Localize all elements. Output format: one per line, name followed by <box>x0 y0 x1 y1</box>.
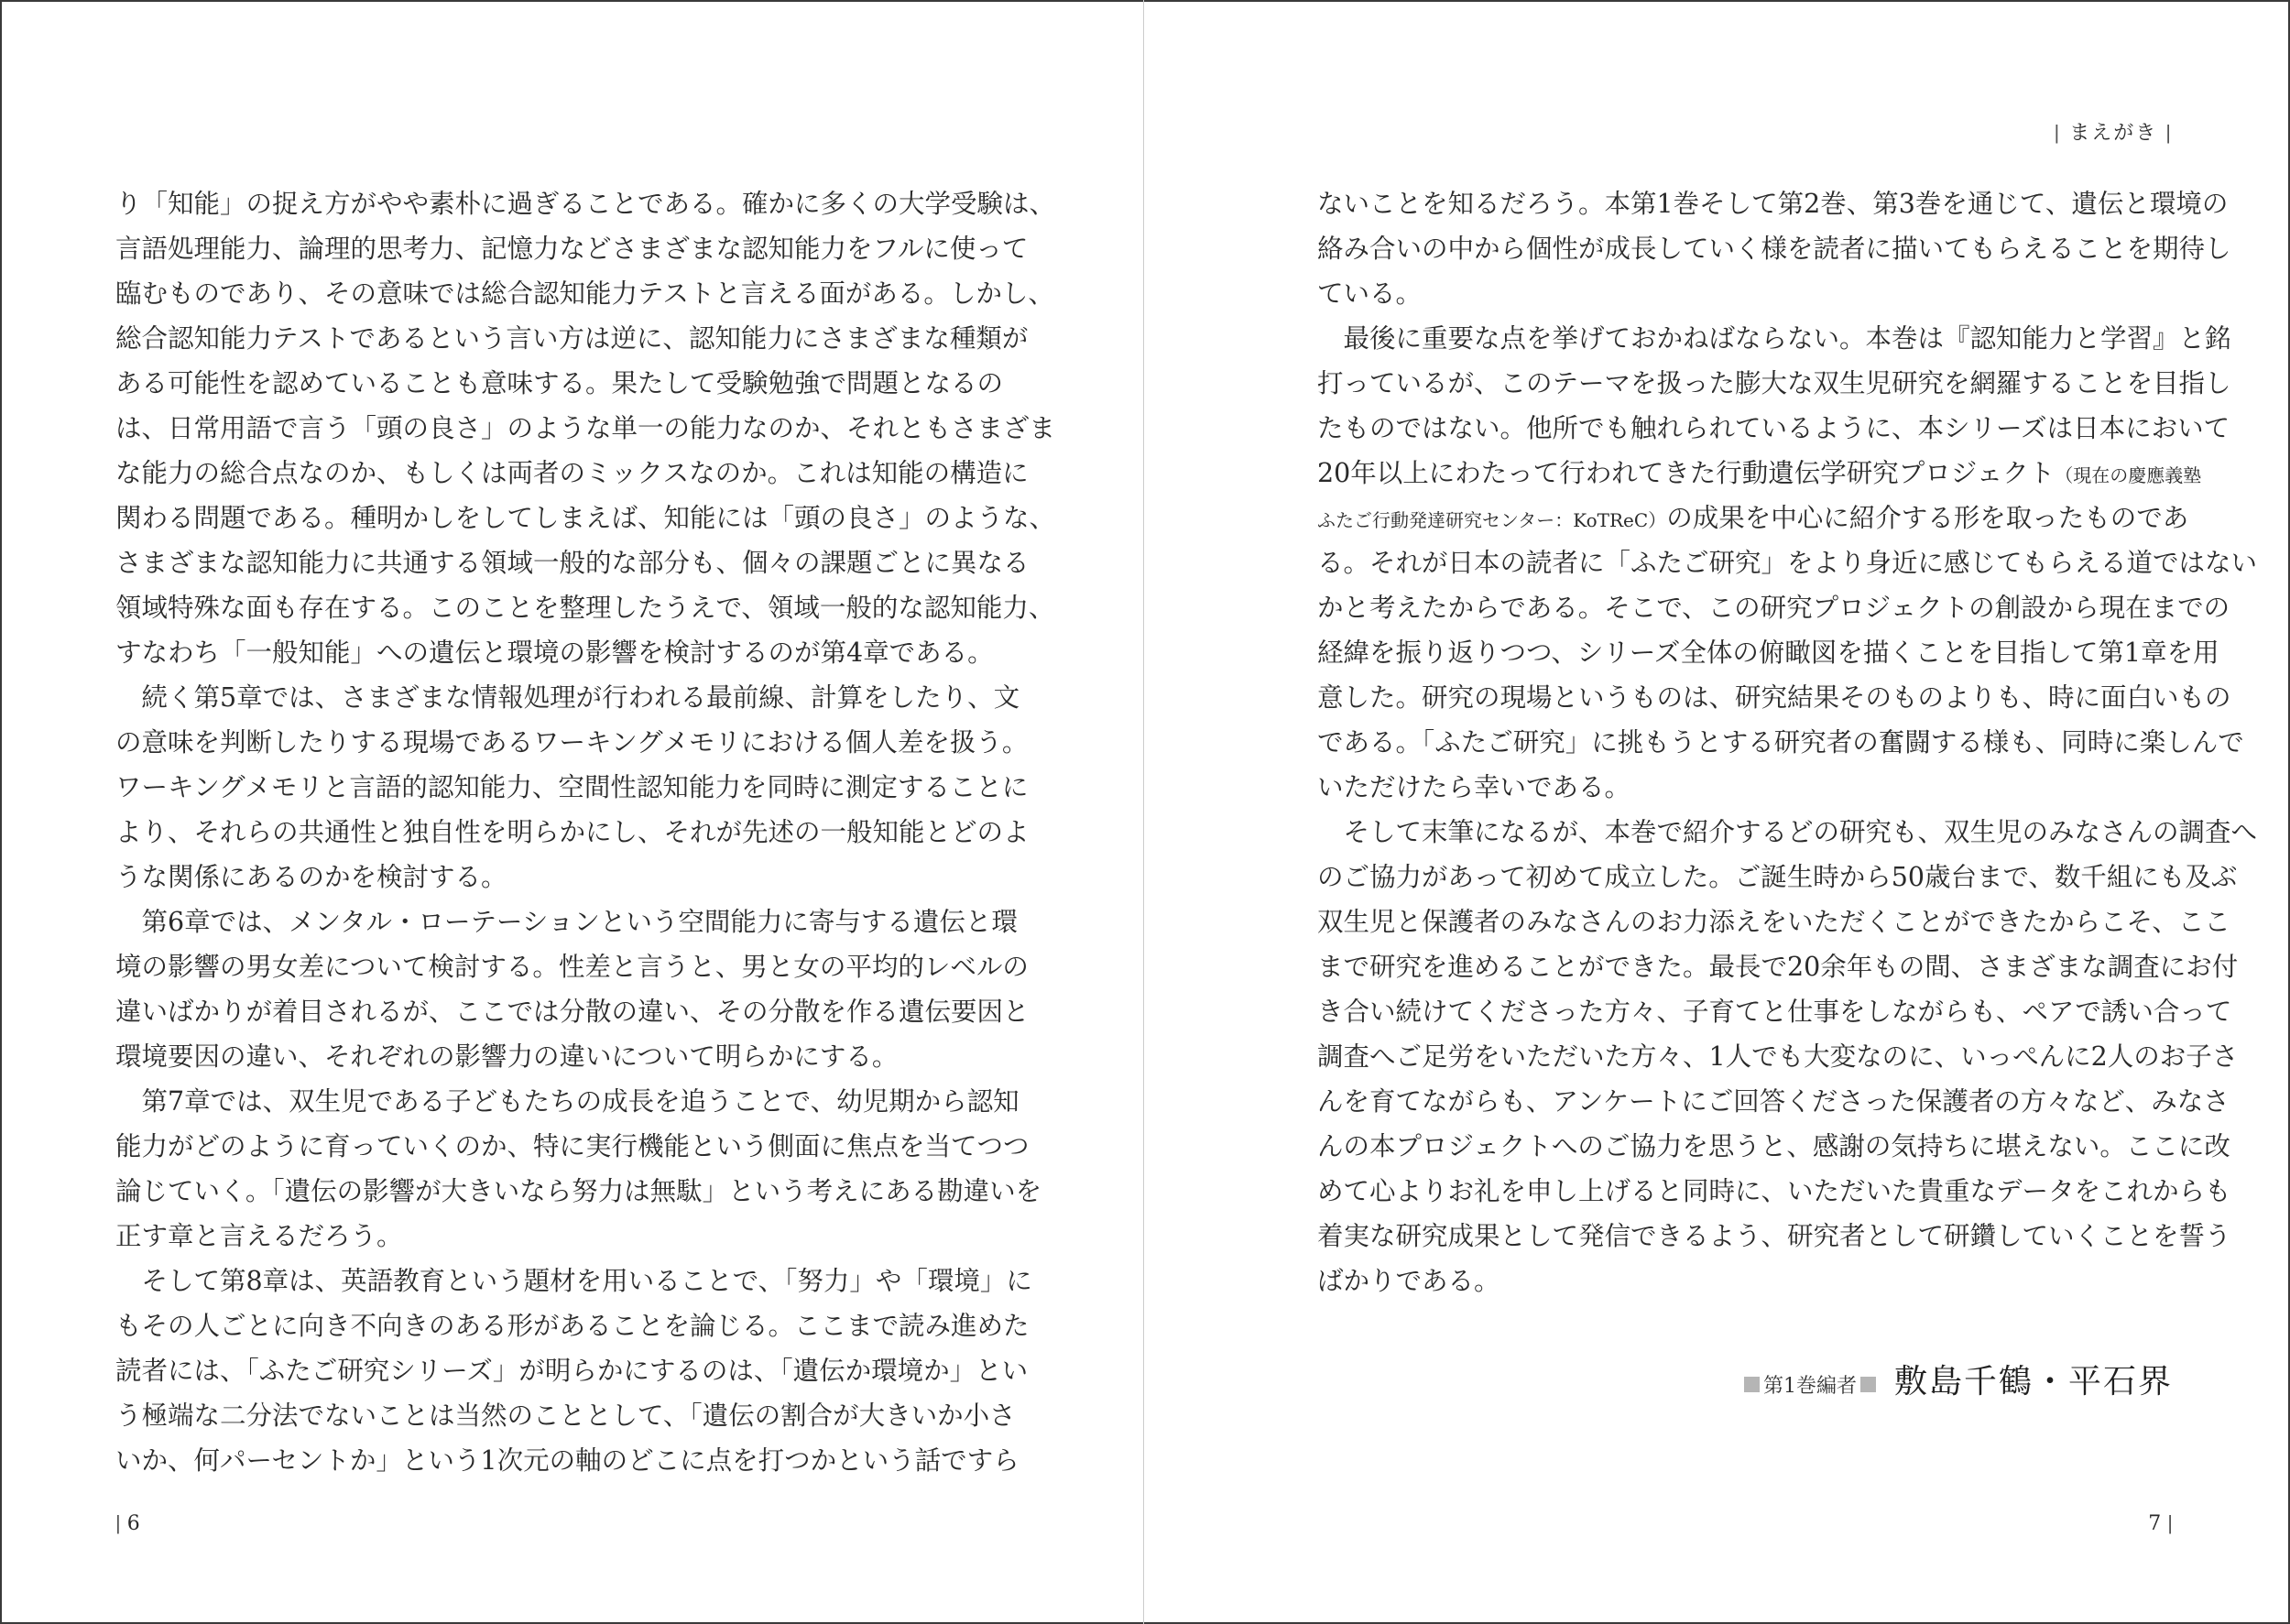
running-header <box>2055 117 2173 146</box>
text-line: いか、何パーセントか」という1次元の軸のどこに点を打つかという話ですら <box>115 1445 1020 1476</box>
text-line: ある可能性を認めていることも意味する。果たして受験勉強で問題となるの <box>115 368 1004 398</box>
text-line: 続く第5章では、さまざまな情報処理が行われる最前線、計算をしたり、文 <box>115 682 1020 713</box>
editor-signature <box>1744 1356 2173 1402</box>
text-line: 着実な研究成果として発信できるよう、研究者として研鑽していくことを誓う <box>1317 1221 2231 1251</box>
folio-number: 7 <box>2148 1512 2162 1535</box>
text-line: 言語処理能力、論理的思考力、記憶力などさまざまな認知能力をフルに使って <box>115 234 1029 264</box>
editor-role-label: 第1巻編者 <box>1762 1375 1857 1398</box>
text-line: 境の影響の男女差について検討する。性差と言うと、男と女の平均的レベルの <box>115 952 1029 982</box>
annotation-small: ふたご行動発達研究センター：KoTReC） <box>1317 509 1667 531</box>
text-segment: 20年以上にわたって行われてきた行動遺伝学研究プロジェクト <box>1317 458 2056 488</box>
text-line: 論じていく。「遺伝の影響が大きいなら努力は無駄」という考えにある勘違いを <box>115 1176 1042 1206</box>
text-line: 第7章では、双生児である子どもたちの成長を追うことで、幼児期から認知 <box>115 1086 1020 1117</box>
square-marker-icon <box>1744 1377 1760 1392</box>
text-line: ないことを知るだろう。本第1巻そして第2巻、第3巻を通じて、遺伝と環境の <box>1317 189 2229 219</box>
text-line: 能力がどのように育っていくのか、特に実行機能という側面に焦点を当てつつ <box>115 1131 1030 1161</box>
text-line: うな関係にあるのかを検討する。 <box>115 862 507 892</box>
text-line: さまざまな認知能力に共通する領域一般的な部分も、個々の課題ごとに異なる <box>115 548 1030 578</box>
page-number-left <box>115 1511 140 1535</box>
folio-number: 6 <box>126 1512 140 1535</box>
text-line: る。それが日本の読者に「ふたご研究」をより身近に感じてもらえる道ではない <box>1317 548 2258 578</box>
text-line: 双生児と保護者のみなさんのお力添えをいただくことができたからこそ、ここ <box>1317 907 2230 937</box>
editor-names: 敷島千鶴・平石界 <box>1893 1363 2173 1401</box>
text-line: んの本プロジェクトへのご協力を思うと、感謝の気持ちに堪えない。ここに改 <box>1317 1131 2230 1161</box>
text-line <box>1317 496 2189 540</box>
text-line: 最後に重要な点を挙げておかねばならない。本巻は『認知能力と学習』と銘 <box>1317 323 2231 354</box>
text-line: 臨むものであり、その意味では総合認知能力テストと言える面がある。しかし、 <box>115 278 1054 309</box>
text-line: である。「ふたご研究」に挑もうとする研究者の奮闘する様も、同時に楽しんで <box>1317 727 2244 758</box>
text-line: たものではない。他所でも触れられているように、本シリーズは日本において <box>1317 413 2230 443</box>
text-line: 調査へご足労をいただいた方々、1人でも大変なのに、いっぺんに2人のお子さ <box>1317 1041 2239 1072</box>
square-marker-icon <box>1860 1377 1876 1392</box>
text-line: う極端な二分法でないことは当然のこととして、「遺伝の割合が大きいか小さ <box>115 1401 1016 1431</box>
text-line: 打っているが、このテーマを扱った膨大な双生児研究を網羅することを目指し <box>1317 368 2231 398</box>
text-line: かと考えたからである。そこで、この研究プロジェクトの創設から現在までの <box>1317 593 2230 623</box>
text-segment: の成果を中心に紹介する形を取ったものであ <box>1666 503 2189 533</box>
text-line: もその人ごとに向き不向きのある形があることを論じる。ここまで読み進めた <box>115 1311 1030 1341</box>
text-line: ている。 <box>1317 278 1423 309</box>
text-line <box>1317 451 2202 496</box>
text-line: 違いばかりが着目されるが、ここでは分散の違い、その分散を作る遺伝要因と <box>115 997 1030 1027</box>
right-body-text <box>1317 181 2258 1303</box>
text-line: めて心よりお礼を申し上げると同時に、いただいた貴重なデータをこれからも <box>1317 1176 2231 1206</box>
text-line: 領域特殊な面も存在する。このことを整理したうえで、領域一般的な認知能力、 <box>115 593 1055 623</box>
text-line: 関わる問題である。種明かしをしてしまえば、知能には「頭の良さ」のような、 <box>115 503 1056 533</box>
text-line: のご協力があって初めて成立した。ご誕生時から50歳台まで、数千組にも及ぶ <box>1317 862 2238 892</box>
text-line: 経緯を振り返りつつ、シリーズ全体の俯瞰図を描くことを目指して第1章を用 <box>1317 638 2219 668</box>
text-line: いただけたら幸いである。 <box>1317 772 1631 802</box>
text-line: 意した。研究の現場というものは、研究結果そのものよりも、時に面白いもの <box>1317 682 2231 713</box>
text-line: 絡み合いの中から個性が成長していく様を読者に描いてもらえることを期待し <box>1317 234 2231 264</box>
text-line: 第6章では、メンタル・ローテーションという空間能力に寄与する遺伝と環 <box>115 907 1018 937</box>
text-line: ばかりである。 <box>1317 1266 1500 1296</box>
text-line: ワーキングメモリと言語的認知能力、空間性認知能力を同時に測定することに <box>115 772 1029 802</box>
text-line: 総合認知能力テストであるという言い方は逆に、認知能力にさまざまな種類が <box>115 323 1029 354</box>
header-bar-left: | <box>2054 121 2062 144</box>
text-line: すなわち「一般知能」への遺伝と環境の影響を検討するのが第4章である。 <box>115 638 994 668</box>
left-body-text <box>115 181 1056 1483</box>
text-line: り「知能」の捉え方がやや素朴に過ぎることである。確かに多くの大学受験は、 <box>115 189 1056 219</box>
page-number-right <box>2148 1511 2173 1535</box>
header-bar-right: | <box>2165 121 2173 144</box>
text-line: き合い続けてくださった方々、子育てと仕事をしながらも、ペアで誘い合って <box>1317 997 2232 1027</box>
text-line: まで研究を進めることができた。最長で20余年もの間、さまざまな調査にお付 <box>1317 952 2239 982</box>
folio-bar: | <box>115 1511 121 1534</box>
spine-gutter <box>1143 0 1144 1624</box>
text-line: より、それらの共通性と独自性を明らかにし、それが先述の一般知能とどのよ <box>115 817 1030 847</box>
annotation-small: （現在の慶應義塾 <box>2055 464 2202 486</box>
text-line: そして末筆になるが、本巻で紹介するどの研究も、双生児のみなさんの調査へ <box>1317 817 2258 847</box>
text-line: 読者には、「ふたご研究シリーズ」が明らかにするのは、「遺伝か環境か」とい <box>115 1356 1029 1386</box>
text-line: そして第8章は、英語教育という題材を用いることで、「努力」や「環境」に <box>115 1266 1032 1296</box>
text-line: は、日常用語で言う「頭の良さ」のような単一の能力なのか、それともさまざま <box>115 413 1056 443</box>
text-line: な能力の総合点なのか、もしくは両者のミックスなのか。これは知能の構造に <box>115 458 1029 488</box>
left-page <box>0 0 1143 1624</box>
text-line: の意味を判断したりする現場であるワーキングメモリにおける個人差を扱う。 <box>115 727 1029 758</box>
text-line: 正す章と言えるだろう。 <box>115 1221 403 1251</box>
folio-bar: | <box>2167 1511 2173 1534</box>
editor-role <box>1744 1370 1876 1399</box>
text-line: 環境要因の違い、それぞれの影響力の違いについて明らかにする。 <box>115 1041 899 1072</box>
header-title: まえがき <box>2069 122 2158 145</box>
text-line: んを育てながらも、アンケートにご回答くださった保護者の方々など、みなさ <box>1317 1086 2230 1117</box>
right-page <box>1145 0 2288 1624</box>
